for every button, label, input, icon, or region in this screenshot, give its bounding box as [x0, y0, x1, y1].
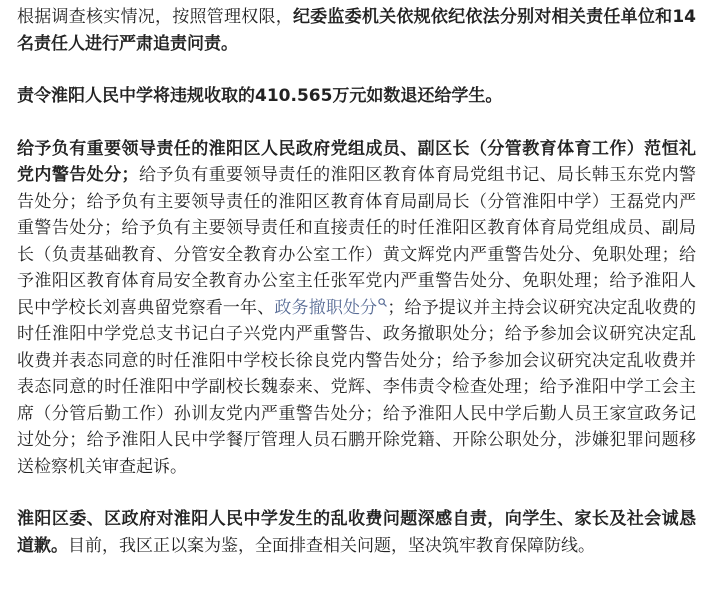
punishments-text-after-link: ；给予提议并主持会议研究决定乱收费的时任淮阳中学党总支书记白子兴党内严重警告、政务撤职处分；给予参加会议研究决定乱收费并表态同意的时任淮阳中学校长徐良党内警告处分；给予参加会议研究决定乱收费并表态同意的时任淮阳中学副校长魏泰来、党辉、李伟责令检查处理；给予淮阳中学工会主席（分管后勤工作）孙训友党内严重警告处分；给予淮阳人民中学后勤人员王家宣政务记过处分；给予淮阳人民中学餐厅管理人员石鹏开除党籍、开除公职处分，涉嫌犯罪问题移送检察机关审查起诉。 [17, 297, 697, 477]
paragraph-refund [17, 83, 696, 110]
search-icon [378, 298, 387, 307]
search-link-label: 政务撤职处分 [274, 297, 378, 318]
investigation-bold-text: 纪委监委机关依规依纪依法分别对相关责任单位和14名责任人进行严肃追责问责。 [17, 7, 697, 54]
paragraph-apology [17, 506, 696, 559]
refund-bold-text: 责令淮阳人民中学将违规收取的410.565万元如数退还给学生。 [17, 86, 503, 106]
apology-text: 目前，我区正以案为鉴，全面排查相关问题，坚决筑牢教育保障防线。 [68, 535, 595, 556]
search-link[interactable] [274, 298, 387, 318]
apology-bold-text: 淮阳区委、区政府对淮阳人民中学发生的乱收费问题深感自责，向学生、家长及社会诚恳道歉。 [17, 509, 696, 556]
punishments-text-before-link: 给予负有重要领导责任的淮阳区教育体育局党组书记、局长韩玉东党内警告处分；给予负有主要领导责任的淮阳区教育体育局副局长（分管淮阳中学）王磊党内严重警告处分；给予负有主要领导责任和直接责任的时任淮阳区教育体育局党组成员、副局长（负责基础教育、分管安全教育办公室工作）黄文辉党内严重警告处分、免职处理；给予淮阳区教育体育局安全教育办公室主任张军党内严重警告处分、免职处理；给予淮阳人民中学校长刘喜典留党察看一年、 [17, 165, 697, 318]
investigation-lead-text: 根据调查核实情况，按照管理权限， [17, 7, 293, 27]
punishments-bold-text: 给予负有重要领导责任的淮阳区人民政府党组成员、副区长（分管教育体育工作）范恒礼党内警告处分； [17, 138, 696, 185]
paragraph-punishments [17, 136, 696, 481]
paragraph-investigation [17, 4, 696, 57]
